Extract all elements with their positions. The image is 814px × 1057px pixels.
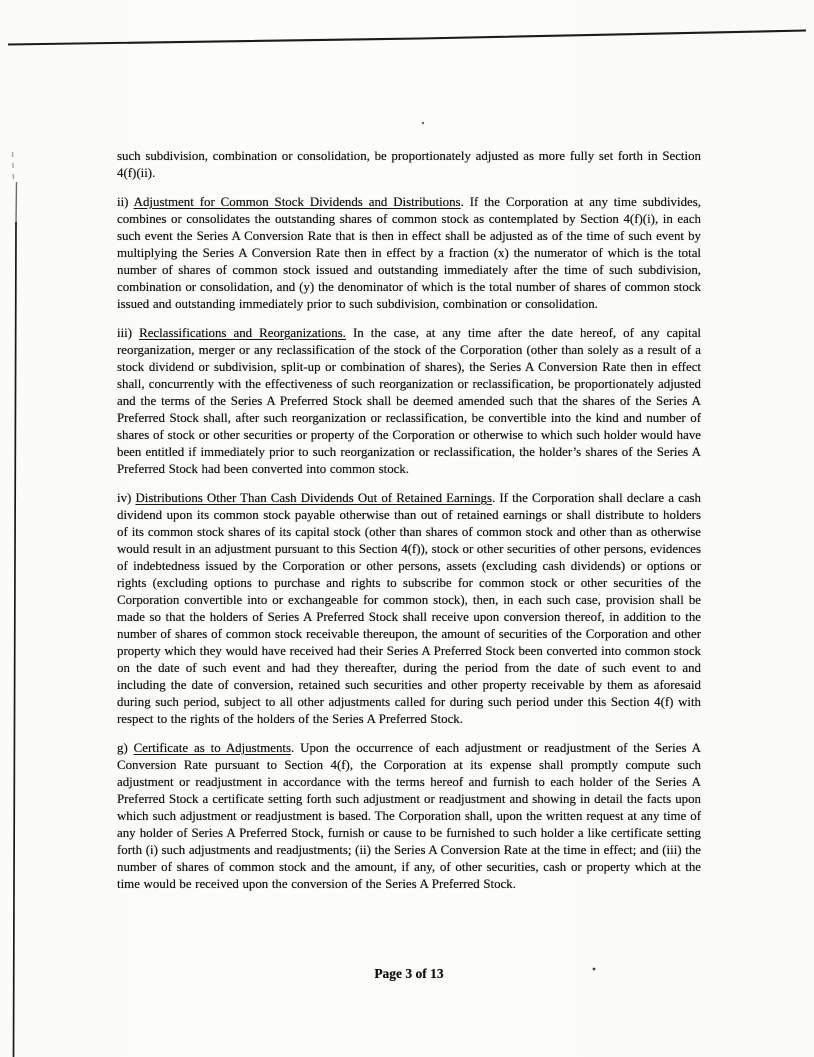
scan-speck [422, 122, 424, 124]
paragraph-text: In the case, at any time after the date hereof, of any capital reorganization, merger or any reclassification of the stock of the Corporation (other than solely as a result of a stock dividend or subdivision, split-up or combination of shares), the Series A Conversion Rate then in effect shall, concurrently with the effectiveness of such reorganization or reclassification, be proportionately adjusted and the terms of the Series A Preferred Stock shall be deemed amended such that the shares of the Series A Preferred Stock shall, after such reorganization or reclassification, be convertible into the kind and number of shares of stock or other securities or property of the Corporation or otherwise to which such holder would have been entitled if immediately prior to such reorganization or reclassification, the holder’s shares of the Series A Preferred Stock had been converted into common stock. [117, 326, 701, 476]
paragraph [117, 490, 701, 728]
section-heading: Adjustment for Common Stock Dividends and Distributions [133, 195, 461, 209]
paragraph [117, 194, 701, 313]
paragraph-text: . If the Corporation at any time subdivides, combines or consolidates the outstanding shares of common stock as contemplated by Section 4(f)(i), in each such event the Series A Conversion Rate that is then in effect shall be adjusted as of the time of such event by multiplying the Series A Conversion Rate then in effect by a fraction (x) the numerator of which is the total number of shares of common stock issued and outstanding immediately after the time of such subdivision, combination or consolidation, and (y) the denominator of which is the total number of shares of common stock issued and outstanding immediately prior to such subdivision, combination or consolidation. [117, 195, 701, 311]
section-heading: Distributions Other Than Cash Dividends Out of Retained Earnings [135, 491, 492, 505]
document-body [117, 148, 701, 905]
paragraph-text: such subdivision, combination or consolidation, be proportionately adjusted as more fully set forth in Section 4(f)(ii). [117, 149, 701, 180]
paragraph [117, 740, 701, 893]
section-heading: Certificate as to Adjustments [133, 741, 292, 755]
paragraph-text: ii) [117, 195, 134, 209]
paragraph-text: iii) [117, 326, 140, 340]
paragraph-text: . If the Corporation shall declare a cash dividend upon its common stock payable otherwise than out of retained earnings or shall distribute to holders of its common stock shares of its capital stock (other than shares of common stock and other than as otherwise would result in an adjustment pursuant to this Section 4(f)), stock or other securities of other persons, evidences of indebtedness issued by the Corporation or other persons, assets (excluding cash dividends) or options or rights (excluding options to purchase and rights to subscribe for common stock or other securities of the Corporation convertible into or exchangeable for common stock), then, in each such case, provision shall be made so that the holders of Series A Preferred Stock shall receive upon conversion thereof, in addition to the number of shares of common stock receivable thereupon, the amount of securities of the Corporation and other property which they would have received had their Series A Preferred Stock been converted into common stock on the date of such event and had they thereafter, during the period from the date of such event to and including the date of conversion, retained such securities and other property receivable by them as aforesaid during such period, subject to all other adjustments called for during such period under this Section 4(f) with respect to the rights of the holders of the Series A Preferred Stock. [117, 491, 701, 726]
paragraph-text: . Upon the occurrence of each adjustment or readjustment of the Series A Conversion Rate pursuant to Section 4(f), the Corporation at its expense shall promptly compute such adjustment or readjustment in accordance with the terms hereof and furnish to each holder of the Series A Preferred Stock a certificate setting forth such adjustment or readjustment and showing in detail the facts upon which such adjustment or readjustment is based. The Corporation shall, upon the written request at any time of any holder of Series A Preferred Stock, furnish or cause to be furnished to such holder a like certificate setting forth (i) such adjustments and readjustments; (ii) the Series A Conversion Rate at the time in effect; and (iii) the number of shares of common stock and the amount, if any, of other securities, cash or property which at the time would be received upon the conversion of the Series A Preferred Stock. [117, 741, 701, 891]
scan-line-top [8, 31, 806, 45]
paragraph-text: iv) [117, 491, 136, 505]
section-heading: Reclassifications and Reorganizations. [139, 326, 346, 340]
paragraph [117, 325, 701, 478]
page-number-footer: Page 3 of 13 [374, 966, 444, 981]
scan-edge-line-fade [16, 182, 17, 225]
scan-edge-dashes [13, 152, 14, 180]
paragraph-text: g) [117, 741, 134, 755]
paragraph [117, 148, 701, 182]
scan-edge-line [14, 222, 17, 1057]
